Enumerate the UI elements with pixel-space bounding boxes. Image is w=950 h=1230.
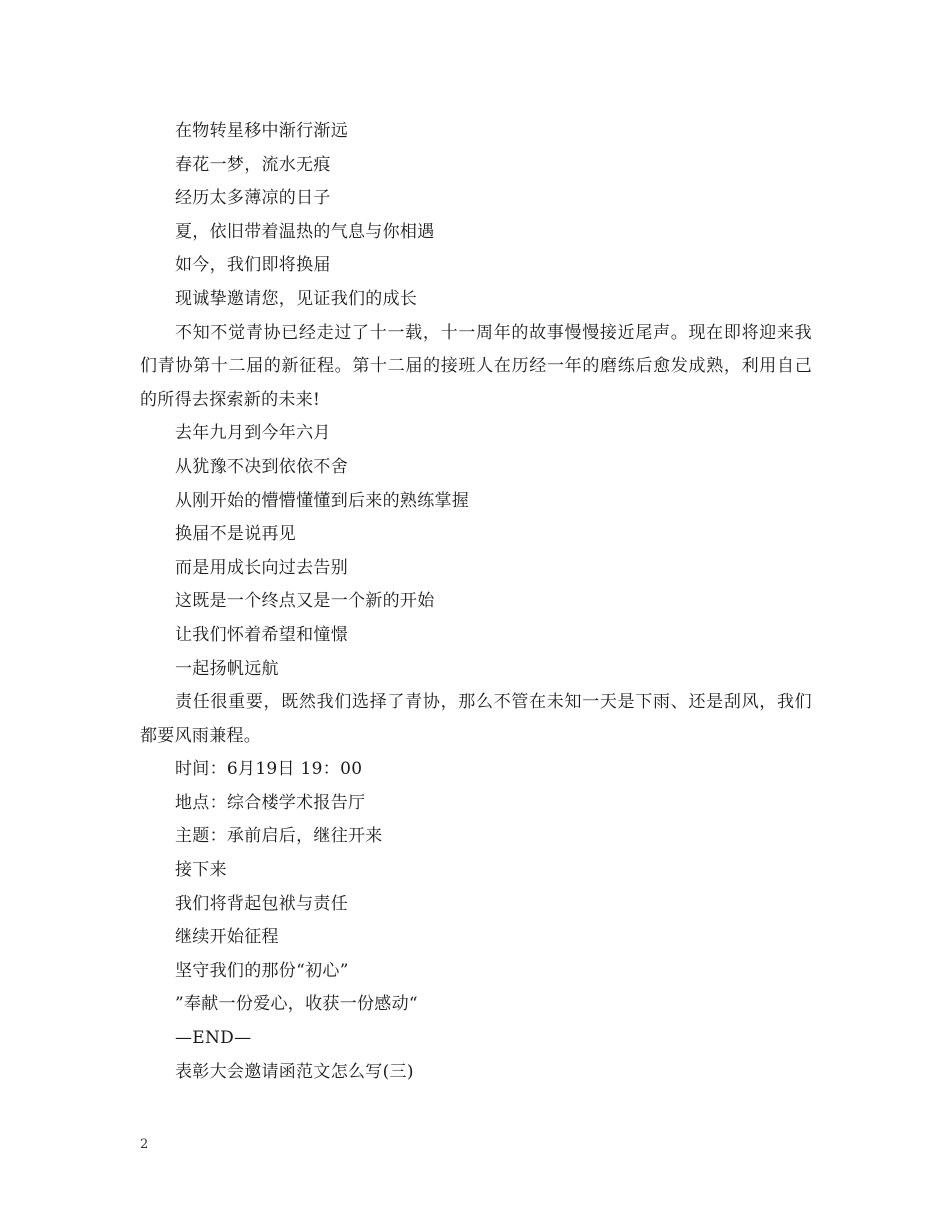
paragraph: 地点：综合楼学术报告厅 (175, 792, 366, 813)
paragraph: 主题：承前启后，继往开来 (175, 826, 383, 847)
paragraph: ”奉献一份爱心，收获一份感动“ (175, 994, 418, 1015)
paragraph: 这既是一个终点又是一个新的开始 (175, 591, 435, 612)
paragraph: 换届不是说再见 (175, 524, 297, 545)
paragraph: 如今，我们即将换届 (175, 255, 331, 276)
paragraph: 去年九月到今年六月 (175, 423, 331, 444)
paragraph: 不知不觉青协已经走过了十一载，十一周年的故事慢慢接近尾声。现在即将迎来我们青协第十二届的新征程。第十二届的接班人在历经一年的磨练后愈发成熟，利用自己的所得去探索新的未来! (140, 322, 812, 410)
page-number: 2 (140, 1137, 149, 1152)
paragraph: 表彰大会邀请函范文怎么写(三) (175, 1061, 414, 1082)
paragraph: 在物转星移中渐行渐远 (175, 121, 348, 141)
paragraph: 坚守我们的那份“初心” (175, 960, 349, 981)
paragraph: 我们将背起包袱与责任 (175, 893, 348, 914)
document-body (140, 115, 812, 1089)
paragraph: 现诚挚邀请您，见证我们的成长 (175, 288, 418, 309)
paragraph: 从刚开始的懵懵懂懂到后来的熟练掌握 (175, 490, 470, 511)
paragraph: —END— (175, 1028, 252, 1049)
paragraph: 一起扬帆远航 (175, 658, 279, 679)
paragraph: 夏，依旧带着温热的气息与你相遇 (175, 221, 435, 242)
paragraph: 继续开始征程 (175, 927, 279, 948)
paragraph: 而是用成长向过去告别 (175, 557, 348, 578)
paragraph: 接下来 (175, 860, 227, 881)
paragraph: 经历太多薄凉的日子 (175, 188, 331, 209)
paragraph: 春花一梦，流水无痕 (175, 154, 331, 175)
paragraph: 让我们怀着希望和憧憬 (175, 624, 348, 645)
paragraph: 时间：6月19日 19：00 (175, 759, 363, 780)
paragraph: 责任很重要，既然我们选择了青协，那么不管在未知一天是下雨、还是刮风，我们都要风雨兼程。 (140, 692, 812, 746)
paragraph: 从犹豫不决到依依不舍 (175, 456, 348, 477)
